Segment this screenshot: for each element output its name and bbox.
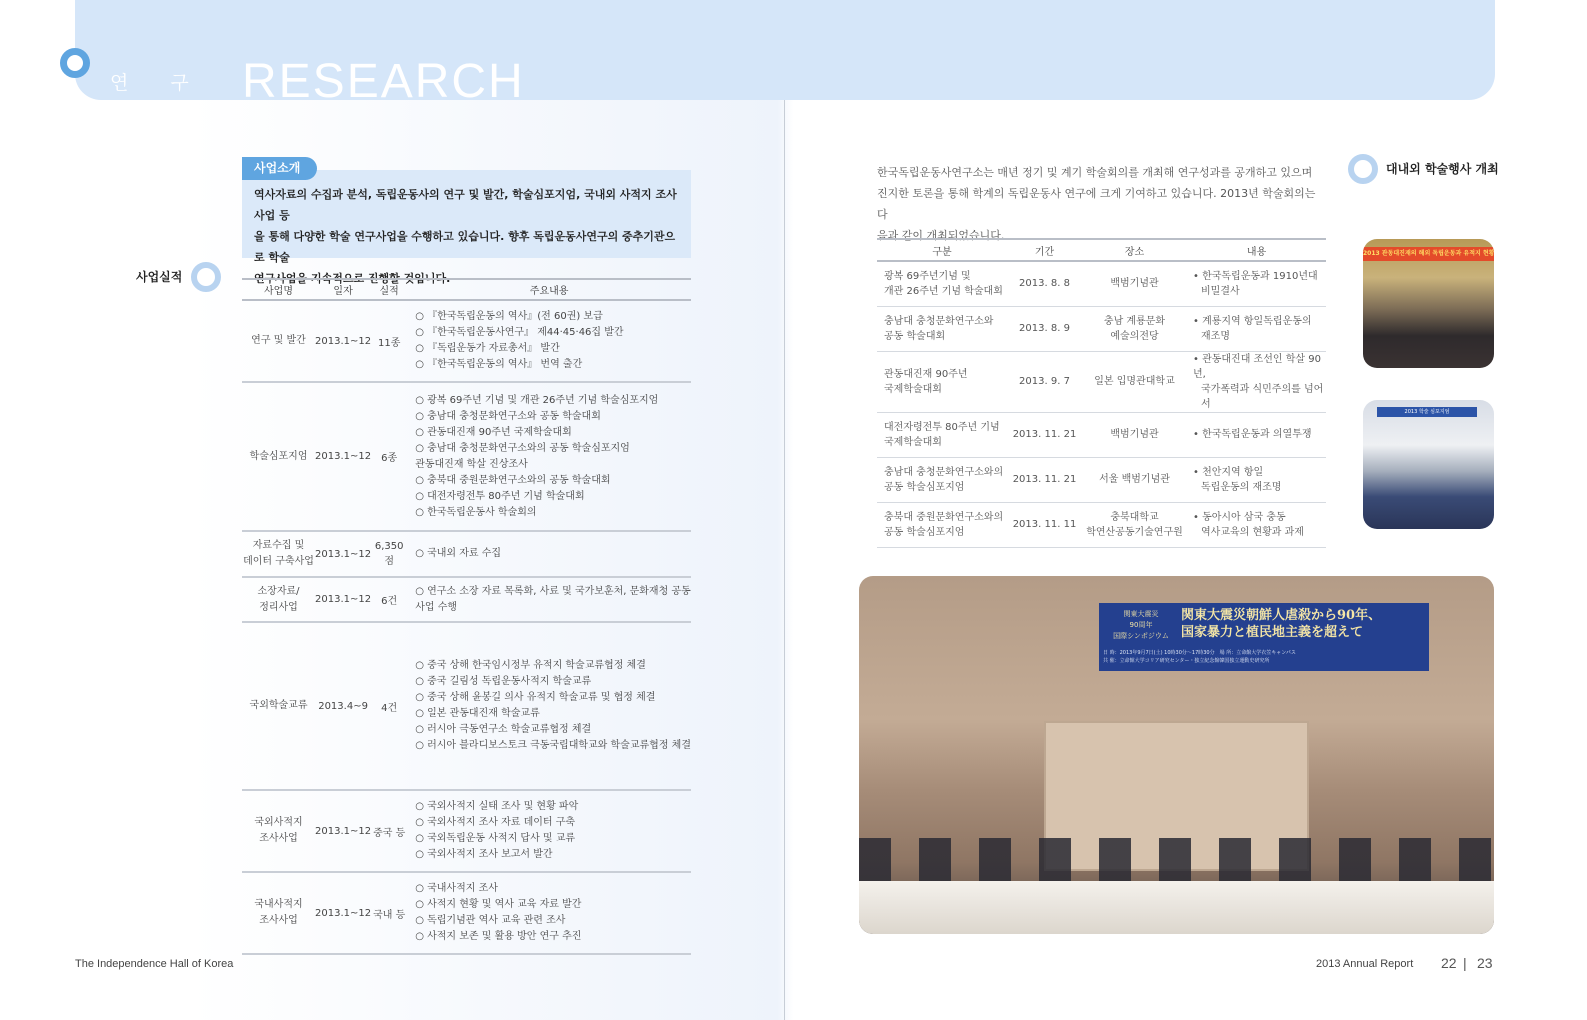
cell-line: 데이터 구축사업 (243, 556, 314, 567)
table-row (242, 790, 691, 872)
cell-line: 소장자료/ (257, 585, 300, 597)
event-date: 2013. 8. 8 (1007, 261, 1082, 306)
table-cell-details (407, 622, 691, 790)
cell-line: 공동 학술대회 (884, 330, 946, 342)
table-cell-name (242, 300, 315, 382)
cell-line: • 한국독립운동과 의열투쟁 (1193, 429, 1312, 440)
photo-panelists (859, 838, 1494, 886)
table-header: 장소 (1082, 239, 1187, 261)
detail-line: ○ 국외독립운동 사적지 답사 및 교류 (415, 833, 576, 844)
header-circle-icon (60, 48, 90, 78)
table-header: 내용 (1187, 239, 1326, 261)
cell-line: 국외학술교류 (249, 700, 308, 711)
event-date: 2013. 11. 21 (1007, 412, 1082, 457)
event-date: 2013. 11. 21 (1007, 457, 1082, 502)
cell-line: 백범기념관 (1110, 429, 1159, 440)
detail-line: ○ 사적지 보존 및 활용 방안 연구 추진 (415, 931, 582, 942)
cell-line: 충남대 충청문화연구소와 (884, 315, 994, 327)
table-cell-name (242, 531, 315, 577)
event-name (877, 457, 1007, 502)
detail-line: ○ 국내외 자료 수집 (415, 548, 502, 559)
symposium-panel-photo (859, 576, 1494, 934)
table-row (877, 412, 1326, 457)
detail-line: 관동대진재 학살 진상조사 (415, 458, 528, 470)
table-header: 사업명 (242, 279, 315, 300)
table-cell-name (242, 577, 315, 622)
detail-line: ○ 『한국독립운동의 역사』(전 60권) 보급 (415, 311, 603, 322)
table-header-row (242, 279, 691, 300)
table-cell-date: 2013.1~12 (315, 531, 371, 577)
cell-line: 관동대진재 90주년 (884, 368, 968, 380)
banner-left-text (1103, 609, 1179, 642)
cell-line: 재조명 (1201, 330, 1230, 342)
table-header-row (877, 239, 1326, 261)
event-photo-audience (1363, 400, 1494, 529)
table-cell-name (242, 382, 315, 531)
banner-line: 国家暴力と植民地主義を超えて (1181, 625, 1364, 640)
table-cell-count: 11종 (371, 300, 407, 382)
events-circle-icon (1348, 154, 1378, 184)
event-place (1082, 351, 1187, 412)
cell-line: 정리사업 (259, 601, 298, 613)
photo-table (859, 881, 1494, 934)
cell-line: 조사사업 (259, 833, 298, 844)
cell-line: 충북대 중원문화연구소와의 (884, 511, 1004, 523)
cell-line: 충남대 충청문화연구소와의 (884, 466, 1004, 478)
event-date: 2013. 11. 11 (1007, 502, 1082, 547)
table-cell-count: 4건 (371, 622, 407, 790)
event-content (1187, 306, 1326, 351)
table-cell-count: 6건 (371, 577, 407, 622)
events-table (877, 238, 1326, 548)
event-date: 2013. 9. 7 (1007, 351, 1082, 412)
detail-line: ○ 국외사적지 조사 자료 데이터 구축 (415, 817, 576, 828)
event-name (877, 306, 1007, 351)
results-table (242, 278, 691, 955)
symposium-banner (1099, 603, 1429, 671)
intro-line: 연구사업을 지속적으로 진행할 것입니다. (254, 272, 451, 285)
cell-line: 국내사적지 (254, 899, 303, 910)
table-cell-count: 6,350점 (371, 531, 407, 577)
event-place (1082, 502, 1187, 547)
event-content (1187, 502, 1326, 547)
table-row (242, 622, 691, 790)
intro-line: 역사자료의 수집과 분석, 독립운동사의 연구 및 발간, 학술심포지엄, 국내외 사적지 조사사업 등 (254, 188, 677, 222)
table-cell-date: 2013.1~12 (315, 577, 371, 622)
table-row (242, 300, 691, 382)
detail-line: ○ 중국 상해 한국임시정부 유적지 학술교류협정 체결 (415, 660, 646, 671)
event-content (1187, 351, 1326, 412)
paragraph-line: 진지한 토론을 통해 학계의 독립운동사 연구에 크게 기여하고 있습니다. 2013년 학술회의는 다 (877, 187, 1316, 221)
banner-line: 関東大震災朝鮮人虐殺から90年、 (1181, 608, 1382, 623)
cell-line: 국제학술대회 (884, 383, 942, 395)
events-intro-paragraph (877, 162, 1327, 246)
table-cell-details (407, 872, 691, 954)
event-photo-group (1363, 239, 1494, 368)
event-date: 2013. 8. 9 (1007, 306, 1082, 351)
table-row (242, 382, 691, 531)
cell-line: 학술심포지엄 (249, 450, 308, 462)
cell-line: 비밀결사 (1201, 285, 1240, 297)
cell-line: 국제학술대회 (884, 436, 942, 448)
detail-line: ○ 한국독립운동사 학술회의 (415, 506, 537, 518)
cell-line: 공동 학술심포지엄 (884, 526, 965, 538)
cell-line: 자료수집 및 (252, 540, 305, 551)
header-english-title-wrap (242, 54, 542, 100)
header-english-title: RESEARCH (242, 55, 525, 100)
table-row (877, 502, 1326, 547)
cell-line: • 동아시아 삼국 충동 (1193, 511, 1286, 523)
banner-line: 共 催：立命館大学コリア研究センター・独立紀念館韓国独立運動史研究所 (1103, 658, 1270, 664)
results-section-label: 사업실적 (136, 270, 183, 284)
table-cell-date: 2013.1~12 (315, 790, 371, 872)
cell-line: 서울 백범기념관 (1099, 474, 1170, 485)
table-cell-name (242, 790, 315, 872)
table-cell-count: 국내 등 (371, 872, 407, 954)
table-row (877, 306, 1326, 351)
detail-line: ○ 국외사적지 조사 보고서 발간 (415, 849, 553, 860)
cell-line: 학연산공동기술연구원 (1086, 526, 1183, 538)
event-place (1082, 261, 1187, 306)
cell-line: 일본 입명관대학교 (1094, 376, 1175, 387)
cell-line: • 한국독립운동과 1910년대 (1193, 270, 1318, 282)
event-content (1187, 412, 1326, 457)
cell-line: 독립운동의 재조명 (1201, 481, 1282, 493)
detail-line: ○ 국외사적지 실태 조사 및 현황 파악 (415, 801, 579, 812)
detail-line: ○ 중국 길림성 독립운동사적지 학술교류 (415, 676, 592, 687)
detail-line: ○ 『한국독립운동사연구』 제44·45·46집 발간 (415, 327, 624, 338)
cell-line: 역사교육의 현황과 과제 (1201, 526, 1304, 538)
page-number-separator: | (1463, 955, 1467, 971)
event-content (1187, 457, 1326, 502)
detail-line: ○ 러시아 극동연구소 학술교류협정 체결 (415, 724, 592, 735)
table-cell-details (407, 577, 691, 622)
cell-line: 예술의전당 (1110, 330, 1159, 342)
detail-line: ○ 연구소 소장 자료 목록화, 사료 및 국가보훈처, 문화재청 공동 사업 수행 (415, 585, 691, 613)
table-cell-date: 2013.1~12 (315, 872, 371, 954)
footer-organization: The Independence Hall of Korea (75, 958, 234, 970)
table-cell-date: 2013.4~9 (315, 622, 371, 790)
detail-line: ○ 사적지 현황 및 역사 교육 자료 발간 (415, 899, 582, 910)
event-place (1082, 306, 1187, 351)
events-section-title: 대내외 학술행사 개최 (1386, 162, 1499, 176)
cell-line: 백범기념관 (1110, 278, 1159, 290)
page-number-right: 23 (1477, 955, 1493, 971)
banner-line: 90周年 (1129, 621, 1153, 629)
page-number-left: 22 (1441, 955, 1457, 971)
table-cell-details (407, 531, 691, 577)
event-name (877, 412, 1007, 457)
table-row (242, 531, 691, 577)
cell-line: 충북대학교 (1110, 511, 1159, 523)
photo-banner-text: 2013 학술 심포지엄 (1377, 407, 1477, 417)
detail-line: ○ 러시아 블라디보스토크 극동국립대학교와 학술교류협정 체결 (415, 740, 691, 751)
table-row (877, 351, 1326, 412)
table-cell-count: 중국 등 (371, 790, 407, 872)
table-cell-count: 6종 (371, 382, 407, 531)
banner-line: 国際シンポジウム (1113, 632, 1169, 640)
event-content (1187, 261, 1326, 306)
table-cell-details (407, 790, 691, 872)
cell-line: 공동 학술심포지엄 (884, 481, 965, 493)
intro-tag: 사업소개 (242, 157, 317, 180)
detail-line: ○ 충북대 중원문화연구소와의 공동 학술대회 (415, 474, 611, 486)
table-cell-details (407, 300, 691, 382)
detail-line: ○ 대전자령전투 80주년 기념 학술대회 (415, 490, 585, 502)
table-header: 실적 (371, 279, 407, 300)
cell-line: 국가폭력과 식민주의를 넘어서 (1201, 383, 1324, 410)
table-row (242, 872, 691, 954)
table-cell-name (242, 622, 315, 790)
table-header: 구분 (877, 239, 1007, 261)
event-place (1082, 457, 1187, 502)
event-name (877, 351, 1007, 412)
cell-line: 충남 계룡문화 (1103, 315, 1166, 327)
detail-line: ○ 국내사적지 조사 (415, 883, 498, 894)
detail-line: ○ 『한국독립운동의 역사』 번역 출간 (415, 359, 583, 370)
detail-line: ○ 일본 관동대진재 학술교류 (415, 708, 540, 719)
table-row (242, 577, 691, 622)
cell-line: 조사사업 (259, 915, 298, 926)
cell-line: 광복 69주년기념 및 (884, 270, 971, 282)
table-row (877, 457, 1326, 502)
footer-report-title: 2013 Annual Report (1316, 958, 1414, 970)
detail-line: ○ 중국 상해 윤봉길 의사 유적지 학술교류 및 협정 체결 (415, 692, 656, 703)
cell-line: 개관 26주년 기념 학술대회 (884, 285, 1003, 297)
event-place (1082, 412, 1187, 457)
results-circle-icon (191, 262, 221, 292)
header-korean-title: 연 구 (110, 72, 207, 94)
photo-banner-text: 2013 관동대진재의 해외 독립운동과 유적지 현황 (1363, 247, 1494, 261)
event-name (877, 502, 1007, 547)
paragraph-line: 한국독립운동사연구소는 매년 정기 및 계기 학술회의를 개최해 연구성과를 공개하고 있으며 (877, 166, 1313, 179)
cell-line: 대전자령전투 80주년 기념 (884, 421, 1000, 433)
detail-line: ○ 『독립운동가 자료총서』 발간 (415, 343, 560, 354)
cell-line: 연구 및 발간 (251, 335, 306, 346)
table-header: 기간 (1007, 239, 1082, 261)
table-cell-name (242, 872, 315, 954)
page-spine (784, 100, 785, 1020)
banner-line: 関東大震災 (1123, 610, 1159, 618)
cell-line: 국외사적지 (254, 817, 303, 828)
table-header: 일자 (315, 279, 371, 300)
table-cell-details (407, 382, 691, 531)
detail-line: ○ 충남대 충청문화연구소와 공동 학술대회 (415, 410, 601, 422)
detail-line: ○ 광복 69주년 기념 및 개관 26주년 기념 학술심포지엄 (415, 394, 659, 406)
banner-title (1181, 607, 1425, 641)
event-name (877, 261, 1007, 306)
intro-line: 을 통해 다양한 학술 연구사업을 수행하고 있습니다. 향후 독립운동사연구의 중추기관으로 학술 (254, 230, 676, 264)
cell-line: • 관동대진대 조선인 학살 90년, (1193, 353, 1321, 380)
table-cell-date: 2013.1~12 (315, 300, 371, 382)
table-row (877, 261, 1326, 306)
detail-line: ○ 관동대진재 90주년 국제학술대회 (415, 426, 572, 438)
banner-line: 日 時：2013年9月7日(土) 10時30分～17時30分 場 所：立命館大学衣笠キャンパス (1103, 650, 1296, 656)
detail-line: ○ 독립기념관 역사 교육 관련 조사 (415, 915, 566, 926)
cell-line: • 천안지역 항일 (1193, 466, 1264, 478)
banner-info (1103, 649, 1425, 665)
table-cell-date: 2013.1~12 (315, 382, 371, 531)
paragraph-line: 음과 같이 개최되었습니다. (877, 229, 1005, 242)
table-header: 주요내용 (407, 279, 691, 300)
cell-line: • 계룡지역 항일독립운동의 (1193, 315, 1312, 327)
intro-box (242, 170, 691, 285)
detail-line: ○ 충남대 충청문화연구소와의 공동 학술심포지엄 (415, 442, 630, 454)
